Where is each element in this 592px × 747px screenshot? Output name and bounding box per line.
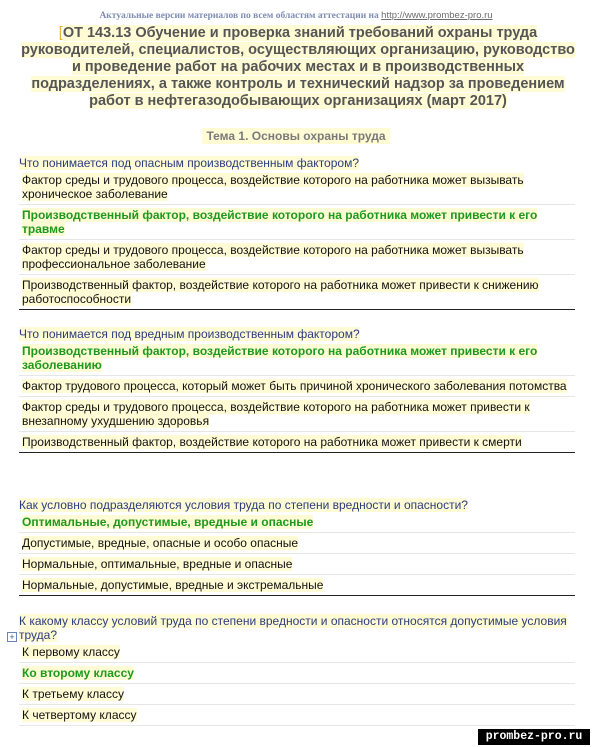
answer-option: Допустимые, вредные, опасные и особо опасные <box>19 533 575 554</box>
header-notice-text: Актуальные версии материалов по всем областям аттестации на <box>99 11 379 21</box>
question-text: Что понимается под вредным производственным фактором? <box>19 327 360 341</box>
answer-option: Фактор среды и трудового процесса, воздействие которого на работника может привести к внезапному ухудшению здоровья <box>19 397 575 432</box>
topic-heading-text: Тема 1. Основы охраны труда <box>202 128 389 144</box>
answer-option: Фактор среды и трудового процесса, воздействие которого на работника может вызывать профессиональное заболевание <box>19 240 575 275</box>
question-block-3 <box>19 498 575 596</box>
answer-option: К первому классу <box>19 642 575 663</box>
question-text: Что понимается под опасным производственным фактором? <box>19 156 360 170</box>
header-notice <box>0 10 592 21</box>
question-block-2 <box>19 327 575 453</box>
answer-option-correct: Ко второму классу <box>19 663 575 684</box>
document-title <box>18 25 578 110</box>
answer-option: К третьему классу <box>19 684 575 705</box>
header-url-link[interactable]: http://www.prombez-pro.ru <box>381 10 493 21</box>
question-text: К какому классу условий труда по степени вредности и опасности относятся допустимые условия труда? <box>19 614 567 642</box>
question-block-4 <box>19 614 575 726</box>
question-text: Как условно подразделяются условия труда по степени вредности и опасности? <box>19 498 468 512</box>
answer-option: Нормальные, допустимые, вредные и экстремальные <box>19 575 575 596</box>
answer-option: Нормальные, оптимальные, вредные и опасные <box>19 554 575 575</box>
question-block-1 <box>19 156 575 310</box>
document-title-text: ОТ 143.13 Обучение и проверка знаний требований охраны труда руководителей, специалистов, осуществляющих организацию, руководство и проведение работ на рабочих местах и в производственных подразделениях, а также контроль и технический надзор за проведением работ в нефтегазодобывающих организациях (март 2017) <box>21 25 575 109</box>
text-cursor: [ <box>58 25 63 41</box>
answer-option: Производственный фактор, воздействие которого на работника может привести к снижению работоспособности <box>19 275 575 310</box>
answer-option-correct: Оптимальные, допустимые, вредные и опасные <box>19 512 575 533</box>
answer-option-correct: Производственный фактор, воздействие которого на работника может привести к его заболеванию <box>19 341 575 376</box>
answer-option: Фактор среды и трудового процесса, воздействие которого на работника может вызывать хроническое заболевание <box>19 170 575 205</box>
answer-option: Производственный фактор, воздействие которого на работника может привести к смерти <box>19 432 575 453</box>
answer-option: К четвертому классу <box>19 705 575 726</box>
answer-option-correct: Производственный фактор, воздействие которого на работника может привести к его травме <box>19 205 575 240</box>
topic-heading <box>0 129 592 143</box>
watermark-badge: prombez-pro.ru <box>478 729 590 745</box>
plus-box-icon[interactable]: + <box>7 632 17 642</box>
answer-option: Фактор трудового процесса, который может быть причиной хронического заболевания потомства <box>19 376 575 397</box>
